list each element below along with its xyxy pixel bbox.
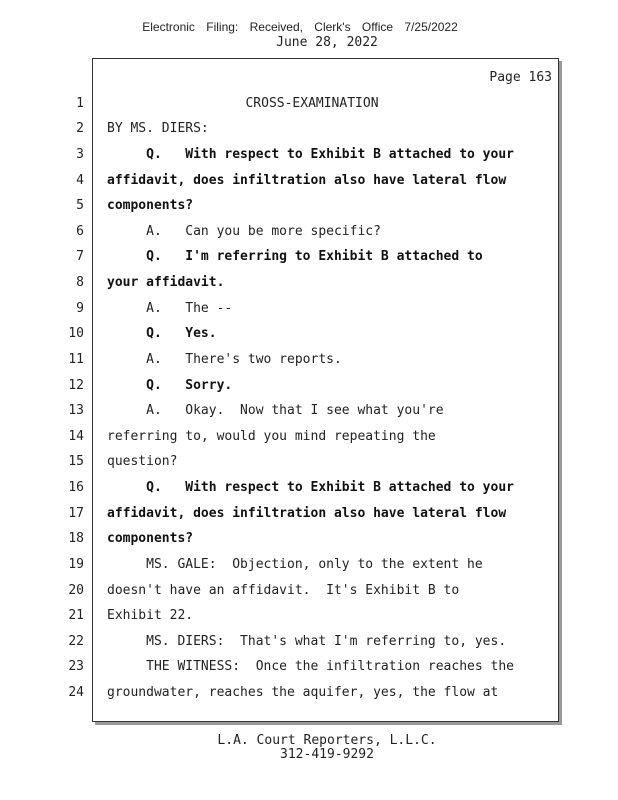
line-number: 15 xyxy=(68,454,84,469)
line-number: 12 xyxy=(68,378,84,393)
line-number: 21 xyxy=(68,608,84,623)
reporter-company: L.A. Court Reporters, L.L.C. xyxy=(217,733,437,748)
deposition-date: June 28, 2022 xyxy=(276,35,378,50)
line-number: 17 xyxy=(68,506,84,521)
colloquy-line: MS. GALE: Objection, only to the extent he xyxy=(107,557,483,572)
line-number: 22 xyxy=(68,634,84,649)
question-line: Q. Yes. xyxy=(107,326,217,341)
line-number: 9 xyxy=(76,301,84,316)
line-number: 13 xyxy=(68,403,84,418)
line-number: 24 xyxy=(68,685,84,700)
colloquy-line: doesn't have an affidavit. It's Exhibit B to xyxy=(107,583,460,598)
question-line: your affidavit. xyxy=(107,275,225,290)
line-number: 19 xyxy=(68,557,84,572)
transcript-line: BY MS. DIERS: xyxy=(107,121,209,136)
question-line: Q. Sorry. xyxy=(107,378,233,393)
line-number: 8 xyxy=(76,275,84,290)
answer-line: A. There's two reports. xyxy=(107,352,342,367)
reporter-phone: 312-419-9292 xyxy=(280,747,374,762)
line-number: 7 xyxy=(76,249,84,264)
question-line: Q. I'm referring to Exhibit B attached to xyxy=(107,249,483,264)
answer-line: A. The -- xyxy=(107,301,233,316)
answer-line: question? xyxy=(107,454,178,469)
question-line: Q. With respect to Exhibit B attached to your xyxy=(107,147,514,162)
section-heading: CROSS-EXAMINATION xyxy=(245,96,379,111)
colloquy-line: MS. DIERS: That's what I'm referring to, yes. xyxy=(107,634,507,649)
question-line: components? xyxy=(107,531,194,546)
line-number: 18 xyxy=(68,531,84,546)
question-line: affidavit, does infiltration also have lateral flow xyxy=(107,173,507,188)
question-line: Q. With respect to Exhibit B attached to your xyxy=(107,480,514,495)
colloquy-line: THE WITNESS: Once the infiltration reaches the xyxy=(107,659,514,674)
line-number: 5 xyxy=(76,198,84,213)
line-number: 16 xyxy=(68,480,84,495)
line-number: 4 xyxy=(76,173,84,188)
filing-stamp: Electronic Filing: Received, Clerk's Office 7/25/2022 xyxy=(142,20,458,34)
page-number: Page 163 xyxy=(489,70,552,85)
answer-line: A. Okay. Now that I see what you're xyxy=(107,403,444,418)
line-number: 20 xyxy=(68,583,84,598)
line-number: 14 xyxy=(68,429,84,444)
question-line: components? xyxy=(107,198,194,213)
line-number: 2 xyxy=(76,121,84,136)
question-line: affidavit, does infiltration also have lateral flow xyxy=(107,506,507,521)
colloquy-line: groundwater, reaches the aquifer, yes, the flow at xyxy=(107,685,499,700)
colloquy-line: Exhibit 22. xyxy=(107,608,194,623)
answer-line: referring to, would you mind repeating the xyxy=(107,429,436,444)
answer-line: A. Can you be more specific? xyxy=(107,224,381,239)
line-number: 6 xyxy=(76,224,84,239)
line-number: 11 xyxy=(68,352,84,367)
line-number-column xyxy=(0,0,86,800)
line-number: 23 xyxy=(68,659,84,674)
line-number: 3 xyxy=(76,147,84,162)
line-number: 1 xyxy=(76,96,84,111)
line-number: 10 xyxy=(68,326,84,341)
